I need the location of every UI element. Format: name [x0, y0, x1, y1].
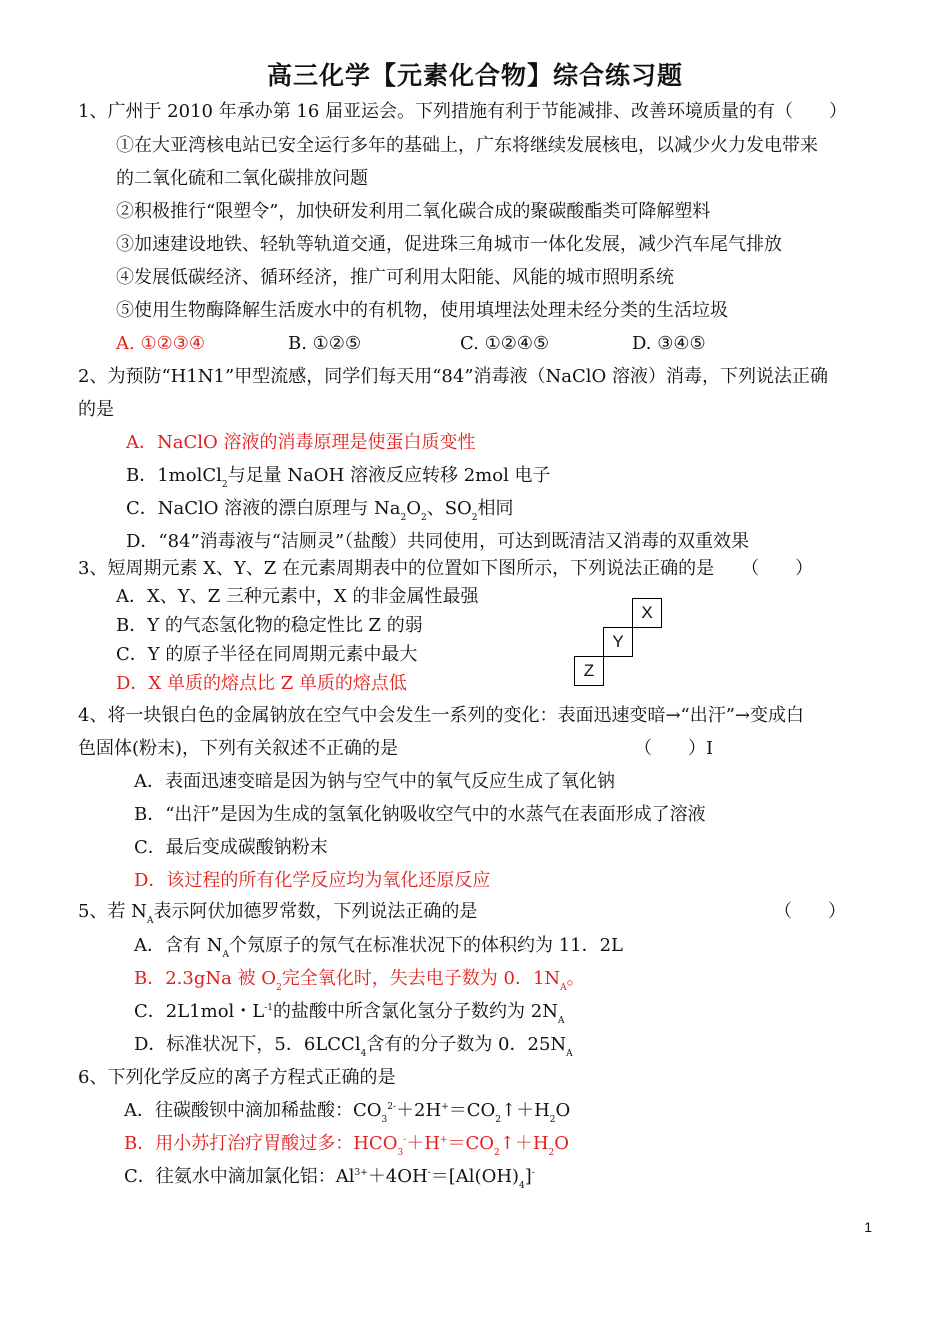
q5-stem: 5、若 $N_A$表示阿伏加德罗常数，下列说法正确的是 [78, 901, 478, 926]
q1-statement-3: ③加速建设地铁、轻轨等轨道交通，促进珠三角城市一体化发展，减少汽车尾气排放 [116, 234, 782, 255]
q6-option-b: B．用小苏打治疗胃酸过多：$HCO_3^-+H^+=CO_2↑+H_2O$ [124, 1133, 570, 1158]
q1-option-d: D. ③④⑤ [632, 333, 706, 354]
q4-option-d: D．该过程的所有化学反应均为氧化还原反应 [134, 870, 491, 891]
q2-stem: 2、为预防“H1N1”甲型流感，同学们每天用“84”消毒液（NaClO 溶液）消毒，下列说法正确 [78, 366, 829, 387]
q3-option-a: A．X、Y、Z 三种元素中，X 的非金属性最强 [116, 586, 479, 607]
q5-option-a: A．含有 $N_A$个氖原子的氖气在标准状况下的体积约为 11．2L [134, 935, 624, 960]
periodic-table-diagram [574, 598, 664, 688]
element-cell-z: Z [574, 656, 604, 686]
q2-stem-cont: 的是 [78, 399, 114, 420]
q3-option-c: C．Y 的原子半径在同周期元素中最大 [116, 644, 418, 665]
q1-option-c: C. ①②④⑤ [460, 333, 550, 354]
q1-statement-1: ①在大亚湾核电站已安全运行多年的基础上，广东将继续发展核电，以减少火力发电带来 [116, 135, 818, 156]
q2-option-c: C．NaClO 溶液的漂白原理与 $Na_2O_2$、$SO_2$相同 [126, 498, 514, 523]
q5-answer-bracket: （ ） [774, 901, 846, 922]
q2-option-d: D．“84”消毒液与“洁厕灵”（盐酸）共同使用，可达到既清洁又消毒的双重效果 [126, 531, 750, 552]
element-cell-x: X [632, 598, 662, 628]
q1-statement-4: ④发展低碳经济、循环经济，推广可利用太阳能、风能的城市照明系统 [116, 267, 674, 288]
q4-option-b: B．“出汗”是因为生成的氢氧化钠吸收空气中的水蒸气在表面形成了溶液 [134, 804, 706, 825]
q4-option-a: A．表面迅速变暗是因为钠与空气中的氧气反应生成了氧化钠 [134, 771, 615, 792]
q1-statement-5: ⑤使用生物酶降解生活废水中的有机物，使用填埋法处理未经分类的生活垃圾 [116, 300, 728, 321]
q5-option-c: C．2L1mol・$L^{-1}$的盐酸中所含氯化氢分子数约为 $2N_A$ [134, 1001, 565, 1026]
page-title: 高三化学【元素化合物】综合练习题 [266, 61, 683, 90]
q1-option-a: A. ①②③④ [116, 333, 205, 354]
q2-option-b: B．1molCl$_2$与足量 NaOH 溶液反应转移 2mol 电子 [126, 465, 551, 490]
q2-option-a: A．NaClO 溶液的消毒原理是使蛋白质变性 [126, 432, 476, 453]
element-cell-y: Y [603, 627, 633, 657]
q1-option-b: B. ①②⑤ [288, 333, 362, 354]
q6-option-c: C．往氨水中滴加氯化铝：$Al^{3+}+4OH^-=[Al(OH)_4]^-$ [124, 1166, 535, 1191]
q5-option-d: D．标准状况下，5．6LCCl$_4$含有的分子数为 0．$25N_A$ [134, 1034, 573, 1059]
page-number: 1 [864, 1219, 872, 1235]
q3-option-b: B．Y 的气态氢化物的稳定性比 Z 的弱 [116, 615, 423, 636]
q3-option-d: D．X 单质的熔点比 Z 单质的熔点低 [116, 673, 407, 694]
q6-option-a: A．往碳酸钡中滴加稀盐酸：$CO_3^{2-}+2H^+=CO_2↑+H_2O$ [124, 1100, 571, 1125]
q4-stem: 4、将一块银白色的金属钠放在空气中会发生一系列的变化：表面迅速变暗→“出汗”→变成白 [78, 705, 805, 726]
q4-answer-bracket: （ ）I [634, 738, 714, 759]
q4-option-c: C．最后变成碳酸钠粉末 [134, 837, 328, 858]
q1-statement-2: ②积极推行“限塑令”，加快研发利用二氧化碳合成的聚碳酸酯类可降解塑料 [116, 201, 711, 222]
q5-option-b: B．2.3gNa 被 $O_2$完全氧化时，失去电子数为 0．$1N_A$。 [134, 968, 585, 993]
q1-statement-1-cont: 的二氧化硫和二氧化碳排放问题 [116, 168, 368, 189]
q1-stem: 1、广州于 2010 年承办第 16 届亚运会。下列措施有利于节能减排、改善环境质量的有（ ） [78, 101, 848, 122]
q6-stem: 6、下列化学反应的离子方程式正确的是 [78, 1067, 396, 1088]
q4-stem-cont: 色固体(粉末)，下列有关叙述不正确的是 [78, 738, 399, 759]
q3-stem: 3、短周期元素 X、Y、Z 在元素周期表中的位置如下图所示，下列说法正确的是 （ ） [78, 558, 814, 579]
